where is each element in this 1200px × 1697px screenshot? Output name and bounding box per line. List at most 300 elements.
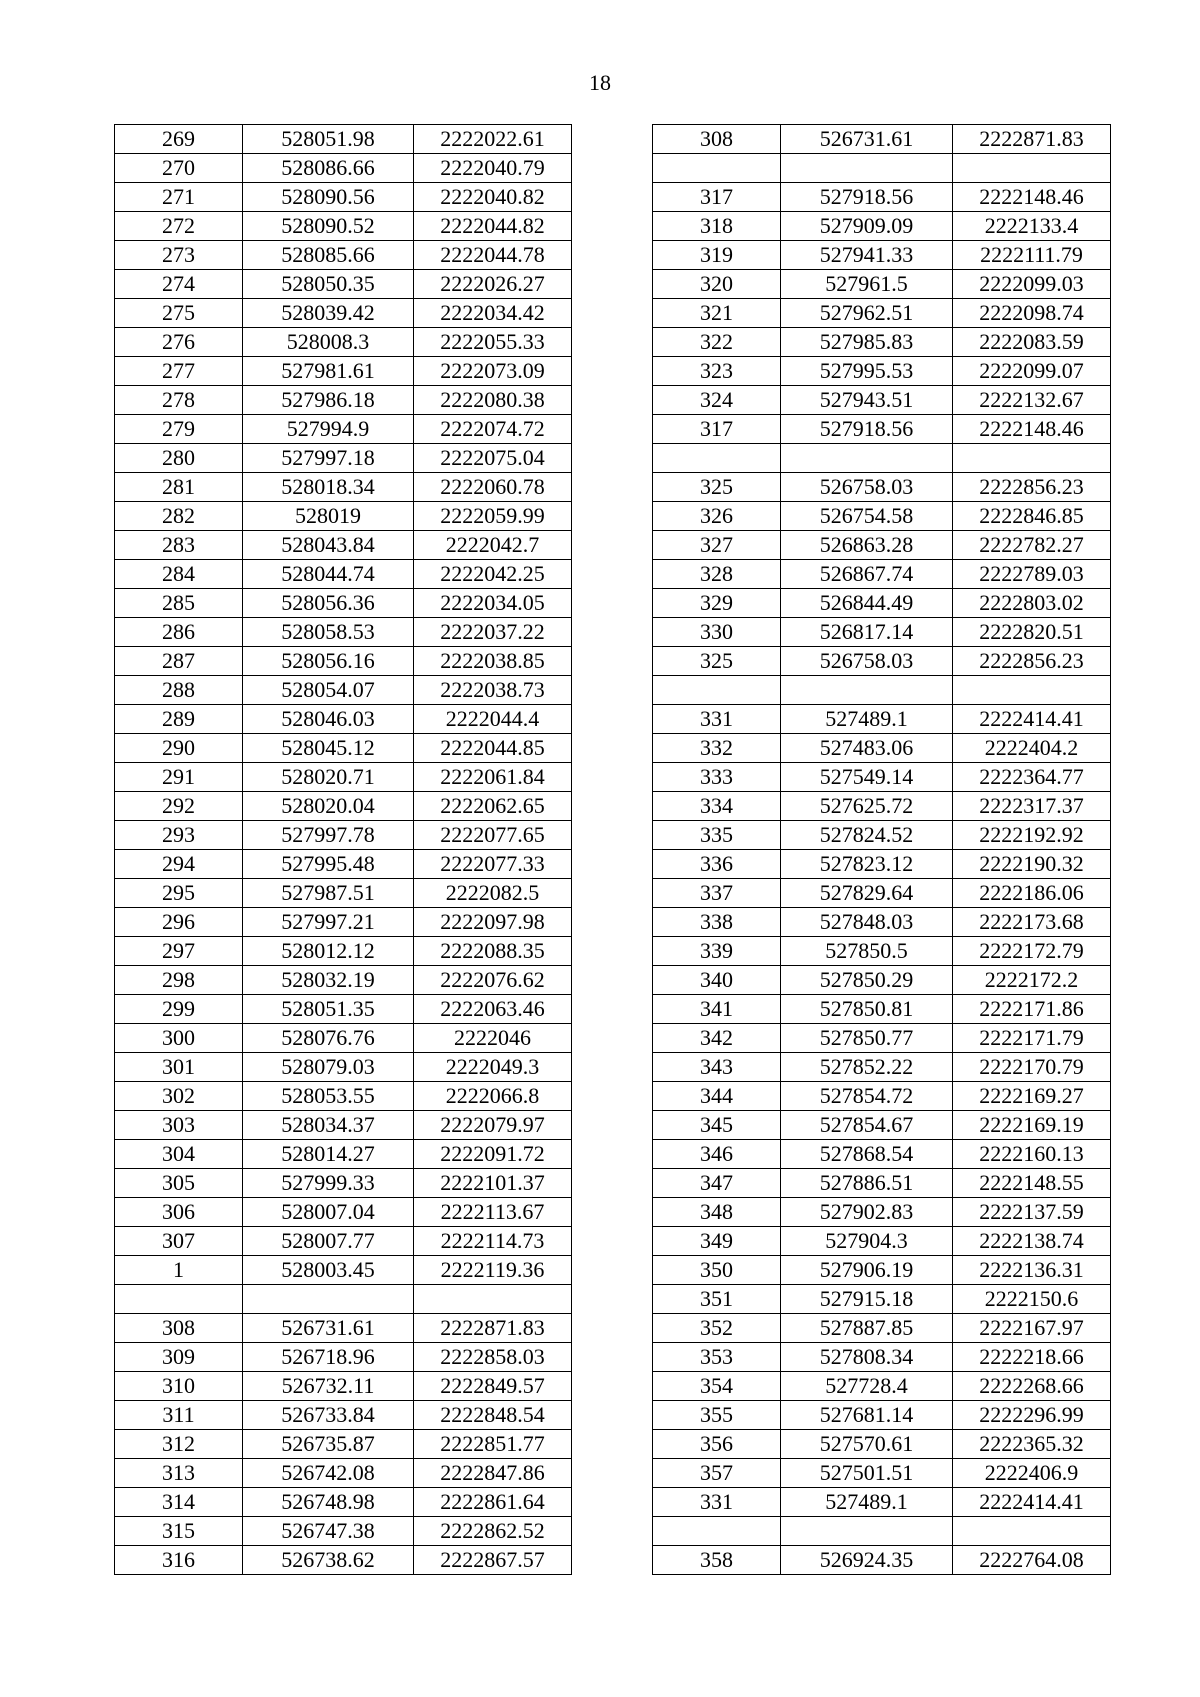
y-coordinate-cell: 2222364.77: [953, 763, 1111, 792]
x-coordinate-cell: 528020.04: [243, 792, 414, 821]
x-coordinate-cell: 527985.83: [781, 328, 953, 357]
x-coordinate-cell: 526754.58: [781, 502, 953, 531]
table-row: [115, 1169, 572, 1198]
x-coordinate-cell: 528008.3: [243, 328, 414, 357]
table-row: [115, 183, 572, 212]
table-row: [653, 299, 1111, 328]
y-coordinate-cell: 2222171.79: [953, 1024, 1111, 1053]
y-coordinate-cell: 2222082.5: [414, 879, 572, 908]
x-coordinate-cell: 527868.54: [781, 1140, 953, 1169]
y-coordinate-cell: 2222148.46: [953, 183, 1111, 212]
table-row: [115, 618, 572, 647]
point-number-cell: 276: [115, 328, 243, 357]
x-coordinate-cell: 527999.33: [243, 1169, 414, 1198]
table-row: [653, 1430, 1111, 1459]
x-coordinate-cell: 528012.12: [243, 937, 414, 966]
point-number-cell: 327: [653, 531, 781, 560]
point-number-cell: 280: [115, 444, 243, 473]
table-row: [115, 154, 572, 183]
table-row: [653, 357, 1111, 386]
point-number-cell: 286: [115, 618, 243, 647]
x-coordinate-cell: 527852.22: [781, 1053, 953, 1082]
y-coordinate-cell: 2222148.55: [953, 1169, 1111, 1198]
x-coordinate-cell: 527728.4: [781, 1372, 953, 1401]
x-coordinate-cell: 527941.33: [781, 241, 953, 270]
y-coordinate-cell: 2222044.85: [414, 734, 572, 763]
table-row: [115, 734, 572, 763]
table-row: [115, 792, 572, 821]
table-row: [653, 966, 1111, 995]
y-coordinate-cell: 2222851.77: [414, 1430, 572, 1459]
y-coordinate-cell: 2222404.2: [953, 734, 1111, 763]
table-row: [653, 1053, 1111, 1082]
table-row: [653, 1169, 1111, 1198]
x-coordinate-cell: 526731.61: [781, 125, 953, 154]
x-coordinate-cell: 527808.34: [781, 1343, 953, 1372]
x-coordinate-cell: 528054.07: [243, 676, 414, 705]
x-coordinate-cell: 526742.08: [243, 1459, 414, 1488]
point-number-cell: 337: [653, 879, 781, 908]
y-coordinate-cell: 2222062.65: [414, 792, 572, 821]
table-row: [115, 357, 572, 386]
point-number-cell: 314: [115, 1488, 243, 1517]
table-row: [115, 966, 572, 995]
table-row: [115, 908, 572, 937]
point-number-cell: 317: [653, 183, 781, 212]
coordinates-table-right-body: [653, 125, 1111, 1575]
y-coordinate-cell: 2222022.61: [414, 125, 572, 154]
y-coordinate-cell: 2222133.4: [953, 212, 1111, 241]
x-coordinate-cell: 528053.55: [243, 1082, 414, 1111]
table-row: [653, 328, 1111, 357]
table-row: [653, 386, 1111, 415]
table-row: [115, 560, 572, 589]
point-number-cell: 295: [115, 879, 243, 908]
x-coordinate-cell: 527918.56: [781, 183, 953, 212]
table-row: [115, 444, 572, 473]
table-row: [115, 1401, 572, 1430]
point-number-cell: 343: [653, 1053, 781, 1082]
x-coordinate-cell: 528086.66: [243, 154, 414, 183]
y-coordinate-cell: 2222171.86: [953, 995, 1111, 1024]
y-coordinate-cell: 2222148.46: [953, 415, 1111, 444]
y-coordinate-cell: 2222414.41: [953, 705, 1111, 734]
point-number-cell: 273: [115, 241, 243, 270]
point-number-cell: 312: [115, 1430, 243, 1459]
y-coordinate-cell: 2222111.79: [953, 241, 1111, 270]
y-coordinate-cell: 2222268.66: [953, 1372, 1111, 1401]
point-number-cell: 350: [653, 1256, 781, 1285]
point-number-cell: 271: [115, 183, 243, 212]
x-coordinate-cell: 528046.03: [243, 705, 414, 734]
table-row: [653, 937, 1111, 966]
x-coordinate-cell: 527994.9: [243, 415, 414, 444]
y-coordinate-cell: 2222789.03: [953, 560, 1111, 589]
point-number-cell: 292: [115, 792, 243, 821]
point-number-cell: 346: [653, 1140, 781, 1169]
x-coordinate-cell: 528045.12: [243, 734, 414, 763]
point-number-cell: 352: [653, 1314, 781, 1343]
y-coordinate-cell: 2222042.7: [414, 531, 572, 560]
table-row: [653, 1082, 1111, 1111]
table-row: [653, 183, 1111, 212]
table-row: [653, 473, 1111, 502]
y-coordinate-cell: 2222042.25: [414, 560, 572, 589]
point-number-cell: 320: [653, 270, 781, 299]
y-coordinate-cell: 2222101.37: [414, 1169, 572, 1198]
table-row: [653, 1024, 1111, 1053]
y-coordinate-cell: 2222080.38: [414, 386, 572, 415]
y-coordinate-cell: 2222138.74: [953, 1227, 1111, 1256]
x-coordinate-cell: 527961.5: [781, 270, 953, 299]
point-number-cell: 274: [115, 270, 243, 299]
point-number-cell: 287: [115, 647, 243, 676]
x-coordinate-cell: 526817.14: [781, 618, 953, 647]
x-coordinate-cell: [243, 1285, 414, 1314]
x-coordinate-cell: 526844.49: [781, 589, 953, 618]
table-row: [653, 1140, 1111, 1169]
point-number-cell: 336: [653, 850, 781, 879]
point-number-cell: 347: [653, 1169, 781, 1198]
point-number-cell: 308: [115, 1314, 243, 1343]
table-row: [653, 1343, 1111, 1372]
table-row: [115, 299, 572, 328]
x-coordinate-cell: 527909.09: [781, 212, 953, 241]
point-number-cell: 335: [653, 821, 781, 850]
table-row: [653, 1111, 1111, 1140]
y-coordinate-cell: 2222073.09: [414, 357, 572, 386]
table-row: [115, 995, 572, 1024]
table-row: [115, 705, 572, 734]
x-coordinate-cell: 527681.14: [781, 1401, 953, 1430]
table-row: [653, 531, 1111, 560]
point-number-cell: [653, 444, 781, 473]
y-coordinate-cell: 2222170.79: [953, 1053, 1111, 1082]
y-coordinate-cell: 2222861.64: [414, 1488, 572, 1517]
point-number-cell: 357: [653, 1459, 781, 1488]
table-row: [115, 328, 572, 357]
table-row: [653, 1488, 1111, 1517]
x-coordinate-cell: 527829.64: [781, 879, 953, 908]
table-row: [653, 1459, 1111, 1488]
x-coordinate-cell: 528039.42: [243, 299, 414, 328]
y-coordinate-cell: 2222862.52: [414, 1517, 572, 1546]
y-coordinate-cell: 2222059.99: [414, 502, 572, 531]
point-number-cell: 345: [653, 1111, 781, 1140]
point-number-cell: 333: [653, 763, 781, 792]
y-coordinate-cell: 2222858.03: [414, 1343, 572, 1372]
x-coordinate-cell: 528050.35: [243, 270, 414, 299]
point-number-cell: 318: [653, 212, 781, 241]
x-coordinate-cell: 528018.34: [243, 473, 414, 502]
point-number-cell: 338: [653, 908, 781, 937]
table-row: [115, 763, 572, 792]
y-coordinate-cell: [953, 1517, 1111, 1546]
point-number-cell: 309: [115, 1343, 243, 1372]
y-coordinate-cell: 2222077.65: [414, 821, 572, 850]
x-coordinate-cell: 527823.12: [781, 850, 953, 879]
point-number-cell: 311: [115, 1401, 243, 1430]
y-coordinate-cell: 2222099.03: [953, 270, 1111, 299]
y-coordinate-cell: [414, 1285, 572, 1314]
y-coordinate-cell: 2222097.98: [414, 908, 572, 937]
table-row: [115, 1430, 572, 1459]
point-number-cell: 1: [115, 1256, 243, 1285]
y-coordinate-cell: 2222856.23: [953, 473, 1111, 502]
y-coordinate-cell: 2222871.83: [414, 1314, 572, 1343]
table-row: [653, 763, 1111, 792]
x-coordinate-cell: 528034.37: [243, 1111, 414, 1140]
y-coordinate-cell: 2222803.02: [953, 589, 1111, 618]
table-row: [115, 1314, 572, 1343]
y-coordinate-cell: 2222190.32: [953, 850, 1111, 879]
x-coordinate-cell: 527824.52: [781, 821, 953, 850]
table-row: [115, 1459, 572, 1488]
point-number-cell: 325: [653, 473, 781, 502]
x-coordinate-cell: 527483.06: [781, 734, 953, 763]
x-coordinate-cell: 527997.21: [243, 908, 414, 937]
y-coordinate-cell: 2222040.79: [414, 154, 572, 183]
table-row: [115, 473, 572, 502]
point-number-cell: 355: [653, 1401, 781, 1430]
point-number-cell: 313: [115, 1459, 243, 1488]
table-row: [115, 125, 572, 154]
point-number-cell: 281: [115, 473, 243, 502]
y-coordinate-cell: 2222414.41: [953, 1488, 1111, 1517]
point-number-cell: 340: [653, 966, 781, 995]
x-coordinate-cell: 526747.38: [243, 1517, 414, 1546]
point-number-cell: 304: [115, 1140, 243, 1169]
point-number-cell: 285: [115, 589, 243, 618]
table-row: [115, 1024, 572, 1053]
x-coordinate-cell: 528076.76: [243, 1024, 414, 1053]
y-coordinate-cell: 2222848.54: [414, 1401, 572, 1430]
table-row: [653, 647, 1111, 676]
point-number-cell: [653, 1517, 781, 1546]
y-coordinate-cell: 2222061.84: [414, 763, 572, 792]
point-number-cell: 294: [115, 850, 243, 879]
table-row: [115, 1488, 572, 1517]
x-coordinate-cell: 527848.03: [781, 908, 953, 937]
table-row: [115, 1198, 572, 1227]
table-row: [115, 589, 572, 618]
point-number-cell: 302: [115, 1082, 243, 1111]
x-coordinate-cell: 528007.04: [243, 1198, 414, 1227]
table-row: [115, 1517, 572, 1546]
x-coordinate-cell: 527995.48: [243, 850, 414, 879]
x-coordinate-cell: 528051.35: [243, 995, 414, 1024]
point-number-cell: 317: [653, 415, 781, 444]
point-number-cell: 344: [653, 1082, 781, 1111]
x-coordinate-cell: 527986.18: [243, 386, 414, 415]
point-number-cell: 353: [653, 1343, 781, 1372]
y-coordinate-cell: 2222083.59: [953, 328, 1111, 357]
point-number-cell: 284: [115, 560, 243, 589]
x-coordinate-cell: 526867.74: [781, 560, 953, 589]
table-row: [653, 212, 1111, 241]
table-row: [115, 1111, 572, 1140]
point-number-cell: 330: [653, 618, 781, 647]
x-coordinate-cell: 527962.51: [781, 299, 953, 328]
x-coordinate-cell: 527854.72: [781, 1082, 953, 1111]
x-coordinate-cell: 526732.11: [243, 1372, 414, 1401]
x-coordinate-cell: 528032.19: [243, 966, 414, 995]
point-number-cell: 282: [115, 502, 243, 531]
y-coordinate-cell: 2222136.31: [953, 1256, 1111, 1285]
point-number-cell: [115, 1285, 243, 1314]
point-number-cell: 354: [653, 1372, 781, 1401]
table-row: [115, 1546, 572, 1575]
point-number-cell: 298: [115, 966, 243, 995]
table-row: [115, 850, 572, 879]
table-row: [115, 1343, 572, 1372]
x-coordinate-cell: 528090.52: [243, 212, 414, 241]
x-coordinate-cell: 526735.87: [243, 1430, 414, 1459]
point-number-cell: 283: [115, 531, 243, 560]
x-coordinate-cell: 527549.14: [781, 763, 953, 792]
x-coordinate-cell: 527943.51: [781, 386, 953, 415]
x-coordinate-cell: 526758.03: [781, 647, 953, 676]
y-coordinate-cell: 2222044.82: [414, 212, 572, 241]
x-coordinate-cell: 528058.53: [243, 618, 414, 647]
y-coordinate-cell: 2222169.27: [953, 1082, 1111, 1111]
point-number-cell: 351: [653, 1285, 781, 1314]
point-number-cell: 321: [653, 299, 781, 328]
y-coordinate-cell: 2222847.86: [414, 1459, 572, 1488]
x-coordinate-cell: 527997.18: [243, 444, 414, 473]
point-number-cell: 270: [115, 154, 243, 183]
x-coordinate-cell: 527887.85: [781, 1314, 953, 1343]
table-row: [115, 1140, 572, 1169]
x-coordinate-cell: 526863.28: [781, 531, 953, 560]
table-row: [115, 531, 572, 560]
point-number-cell: 290: [115, 734, 243, 763]
x-coordinate-cell: 528007.77: [243, 1227, 414, 1256]
point-number-cell: 310: [115, 1372, 243, 1401]
x-coordinate-cell: 528079.03: [243, 1053, 414, 1082]
x-coordinate-cell: 527625.72: [781, 792, 953, 821]
table-row: [653, 850, 1111, 879]
x-coordinate-cell: 528051.98: [243, 125, 414, 154]
y-coordinate-cell: 2222365.32: [953, 1430, 1111, 1459]
x-coordinate-cell: 527850.77: [781, 1024, 953, 1053]
point-number-cell: 275: [115, 299, 243, 328]
coordinates-table-left-body: [115, 125, 572, 1575]
y-coordinate-cell: 2222034.05: [414, 589, 572, 618]
point-number-cell: 348: [653, 1198, 781, 1227]
y-coordinate-cell: 2222074.72: [414, 415, 572, 444]
table-row: [115, 1256, 572, 1285]
point-number-cell: 326: [653, 502, 781, 531]
table-row: [115, 1285, 572, 1314]
point-number-cell: [653, 154, 781, 183]
y-coordinate-cell: 2222856.23: [953, 647, 1111, 676]
table-row: [653, 1314, 1111, 1343]
point-number-cell: 306: [115, 1198, 243, 1227]
point-number-cell: 332: [653, 734, 781, 763]
x-coordinate-cell: 527981.61: [243, 357, 414, 386]
table-row: [653, 125, 1111, 154]
point-number-cell: 289: [115, 705, 243, 734]
x-coordinate-cell: 527501.51: [781, 1459, 953, 1488]
y-coordinate-cell: 2222764.08: [953, 1546, 1111, 1575]
x-coordinate-cell: 527570.61: [781, 1430, 953, 1459]
x-coordinate-cell: 528043.84: [243, 531, 414, 560]
y-coordinate-cell: 2222099.07: [953, 357, 1111, 386]
y-coordinate-cell: 2222167.97: [953, 1314, 1111, 1343]
point-number-cell: 356: [653, 1430, 781, 1459]
coordinates-table-right: [652, 124, 1111, 1575]
x-coordinate-cell: 526731.61: [243, 1314, 414, 1343]
point-number-cell: 288: [115, 676, 243, 705]
x-coordinate-cell: 528019: [243, 502, 414, 531]
y-coordinate-cell: [953, 676, 1111, 705]
x-coordinate-cell: 528085.66: [243, 241, 414, 270]
x-coordinate-cell: 526748.98: [243, 1488, 414, 1517]
point-number-cell: 278: [115, 386, 243, 415]
y-coordinate-cell: 2222192.92: [953, 821, 1111, 850]
table-row: [653, 1517, 1111, 1546]
point-number-cell: 279: [115, 415, 243, 444]
y-coordinate-cell: 2222091.72: [414, 1140, 572, 1169]
y-coordinate-cell: 2222098.74: [953, 299, 1111, 328]
x-coordinate-cell: 527904.3: [781, 1227, 953, 1256]
y-coordinate-cell: 2222037.22: [414, 618, 572, 647]
table-row: [653, 444, 1111, 473]
x-coordinate-cell: 526758.03: [781, 473, 953, 502]
table-row: [115, 879, 572, 908]
table-row: [653, 1256, 1111, 1285]
table-row: [653, 1198, 1111, 1227]
x-coordinate-cell: [781, 676, 953, 705]
y-coordinate-cell: 2222076.62: [414, 966, 572, 995]
y-coordinate-cell: 2222038.85: [414, 647, 572, 676]
point-number-cell: 358: [653, 1546, 781, 1575]
point-number-cell: 303: [115, 1111, 243, 1140]
table-row: [115, 937, 572, 966]
table-row: [653, 995, 1111, 1024]
x-coordinate-cell: 527850.29: [781, 966, 953, 995]
point-number-cell: 319: [653, 241, 781, 270]
point-number-cell: 334: [653, 792, 781, 821]
y-coordinate-cell: 2222049.3: [414, 1053, 572, 1082]
table-row: [653, 821, 1111, 850]
table-row: [653, 241, 1111, 270]
point-number-cell: 324: [653, 386, 781, 415]
y-coordinate-cell: 2222846.85: [953, 502, 1111, 531]
point-number-cell: 339: [653, 937, 781, 966]
x-coordinate-cell: 527995.53: [781, 357, 953, 386]
point-number-cell: 341: [653, 995, 781, 1024]
y-coordinate-cell: 2222782.27: [953, 531, 1111, 560]
table-row: [115, 502, 572, 531]
point-number-cell: 342: [653, 1024, 781, 1053]
y-coordinate-cell: 2222060.78: [414, 473, 572, 502]
table-row: [653, 734, 1111, 763]
y-coordinate-cell: 2222063.46: [414, 995, 572, 1024]
y-coordinate-cell: 2222040.82: [414, 183, 572, 212]
point-number-cell: 300: [115, 1024, 243, 1053]
point-number-cell: 331: [653, 1488, 781, 1517]
y-coordinate-cell: 2222820.51: [953, 618, 1111, 647]
table-row: [115, 647, 572, 676]
y-coordinate-cell: 2222296.99: [953, 1401, 1111, 1430]
table-row: [653, 1546, 1111, 1575]
x-coordinate-cell: 527850.81: [781, 995, 953, 1024]
x-coordinate-cell: 526738.62: [243, 1546, 414, 1575]
y-coordinate-cell: 2222849.57: [414, 1372, 572, 1401]
table-row: [115, 270, 572, 299]
